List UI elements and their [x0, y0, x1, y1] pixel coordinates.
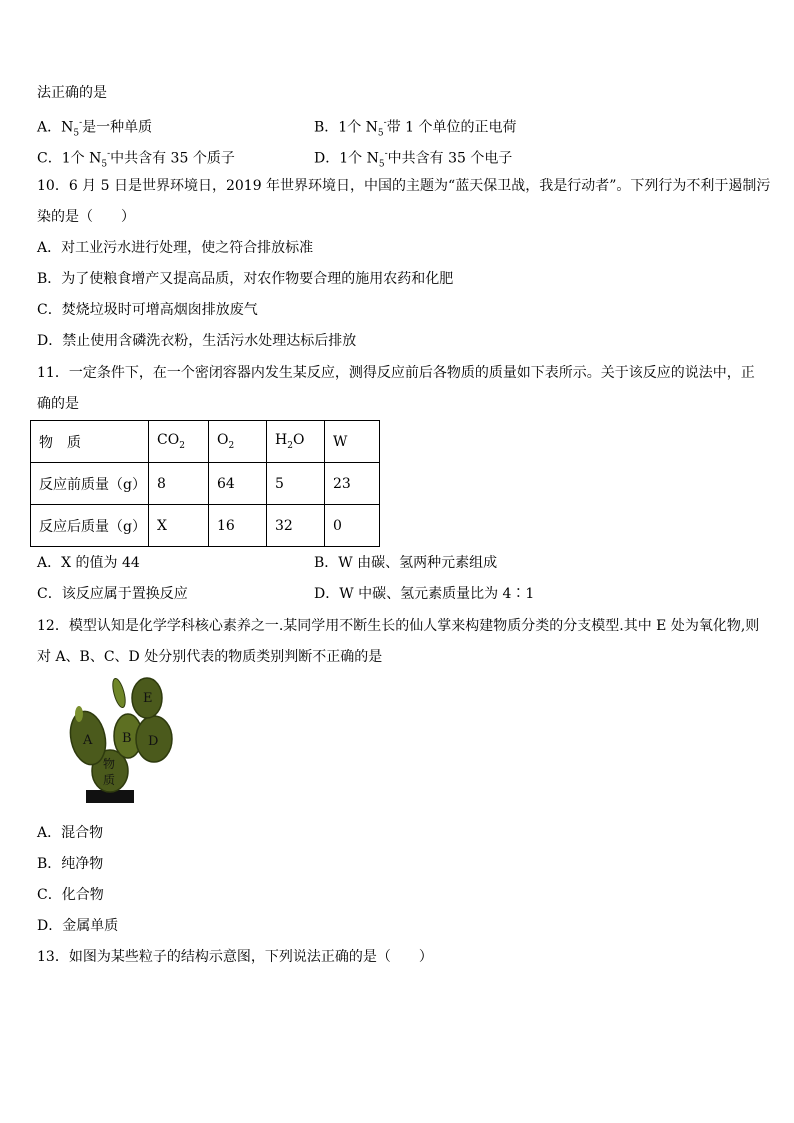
label-wu: 物	[103, 757, 116, 771]
q12-option-a: A．混合物	[37, 825, 104, 841]
q9-option-a	[37, 115, 152, 142]
cactus-bud	[75, 706, 83, 722]
label-e: E	[143, 691, 153, 706]
q12-option-c: C．化合物	[37, 887, 104, 903]
q10-option-b: B．为了使粮食增产又提高品质，对农作物要合理的施用农药和化肥	[37, 271, 454, 287]
q10-stem-line2: 染的是（ ）	[37, 209, 135, 225]
label-a: A	[83, 733, 93, 748]
superscript: -	[383, 118, 387, 128]
label-d: D	[148, 734, 159, 749]
table-cell: 64	[209, 463, 267, 505]
option-text: A．N	[37, 119, 74, 136]
q12-option-b: B．纯净物	[37, 856, 104, 872]
table-cell: X	[149, 505, 209, 547]
subscript: 5	[101, 159, 108, 170]
table-cell: 5	[267, 463, 325, 505]
q11-stem-line2: 确的是	[37, 396, 79, 412]
cactus-bud	[110, 677, 127, 709]
option-text: B．1个 N	[314, 119, 378, 136]
q11-option-c: C．该反应属于置换反应	[37, 586, 188, 602]
superscript: -	[107, 149, 111, 159]
subscript: 5	[378, 159, 385, 170]
table-row	[31, 463, 380, 505]
q13-stem: 13．如图为某些粒子的结构示意图，下列说法正确的是（ ）	[37, 949, 433, 965]
mass-table	[30, 420, 380, 547]
q11-stem-line1: 11．一定条件下，在一个密闭容器内发生某反应，测得反应前后各物质的质量如下表所示。关于该反应的说法中，正	[37, 365, 755, 381]
q12-option-d: D．金属单质	[37, 918, 119, 934]
q11-option-b: B．W 由碳、氢两种元素组成	[314, 555, 498, 571]
table-cell: 23	[325, 463, 380, 505]
table-row	[31, 505, 380, 547]
q10-option-c: C．焚烧垃圾时可增高烟囱排放废气	[37, 302, 258, 318]
superscript: -	[384, 149, 388, 159]
q9-option-c	[37, 146, 235, 173]
option-text: 中共含有 35 个质子	[110, 150, 235, 167]
table-header-cell: $O_2$	[209, 421, 267, 463]
q9-option-d	[314, 146, 512, 173]
q10-option-a: A．对工业污水进行处理，使之符合排放标准	[37, 240, 314, 256]
label-zhi: 质	[103, 773, 116, 787]
option-text: D．1个 N	[314, 150, 379, 167]
question-continuation: 法正确的是	[37, 85, 107, 101]
table-cell: 反应后质量（g）	[31, 505, 149, 547]
cactus-classification-figure	[50, 676, 180, 806]
subscript: 5	[73, 128, 80, 139]
table-header-row	[31, 421, 380, 463]
superscript: -	[79, 118, 83, 128]
q12-stem-line1: 12．模型认知是化学学科核心素养之一.某同学用不断生长的仙人掌来构建物质分类的分支模型.其中 E 处为氧化物,则	[37, 618, 760, 634]
label-b: B	[122, 731, 132, 746]
table-cell: 0	[325, 505, 380, 547]
table-header-cell: $CO_2$	[149, 421, 209, 463]
table-header-cell: 物 质	[31, 421, 149, 463]
q10-stem-line1: 10．6 月 5 日是世界环境日，2019 年世界环境日，中国的主题为“蓝天保卫战，我是行动者”。下列行为不利于遏制污	[37, 178, 771, 194]
q11-option-d: D．W 中碳、氢元素质量比为 4∶1	[314, 586, 535, 602]
table-cell: 16	[209, 505, 267, 547]
table-cell: 32	[267, 505, 325, 547]
q12-stem-line2: 对 A、B、C、D 处分别代表的物质类别判断不正确的是	[37, 649, 383, 665]
option-text: 带 1 个单位的正电荷	[386, 119, 517, 136]
q10-option-d: D．禁止使用含磷洗衣粉，生活污水处理达标后排放	[37, 333, 357, 349]
table-cell: 8	[149, 463, 209, 505]
table-header-cell: W	[325, 421, 380, 463]
option-text: 是一种单质	[82, 119, 153, 136]
table-header-cell: $H_2O$	[267, 421, 325, 463]
subscript: 5	[377, 128, 384, 139]
q9-option-b	[314, 115, 517, 142]
q11-option-a: A．X 的值为 44	[37, 555, 140, 571]
option-text: C．1个 N	[37, 150, 102, 167]
table-cell: 反应前质量（g）	[31, 463, 149, 505]
option-text: 中共含有 35 个电子	[387, 150, 513, 167]
